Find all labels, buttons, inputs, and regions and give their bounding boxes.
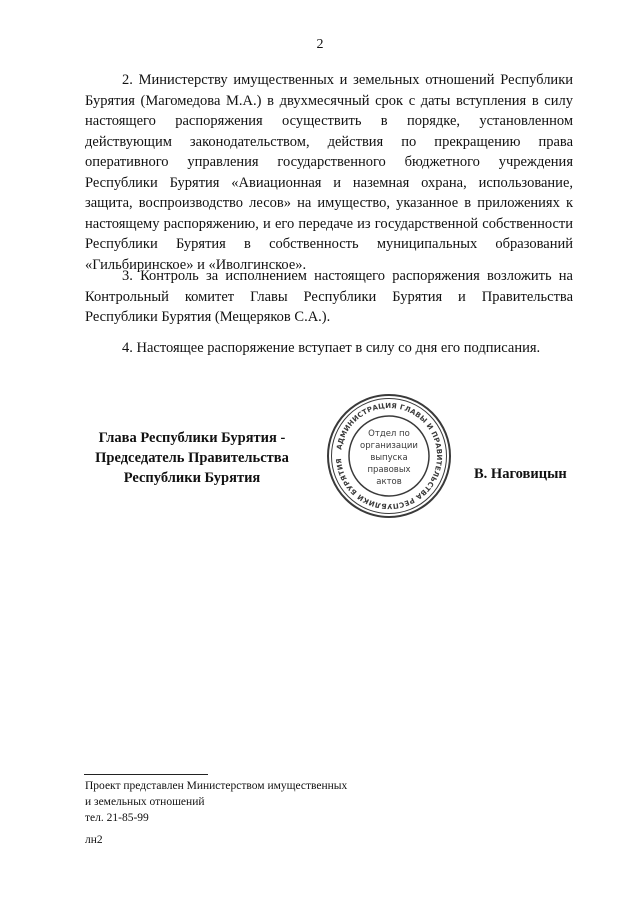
svg-text:выпуска: выпуска [370,453,408,463]
signer-title [78,428,306,488]
signer-title-line-2: Председатель Правительства [95,450,289,466]
footnote [85,778,347,826]
footnote-divider [84,774,208,775]
svg-text:Отдел по: Отдел по [368,429,410,439]
footnote-line-1: Проект представлен Министерством имущественных [85,780,348,792]
signer-title-line-1: Глава Республики Бурятия - [98,430,286,446]
signer-name: В. Наговицын [474,466,567,482]
official-stamp-seal [325,392,453,520]
clause-3: 3. Контроль за исполнением настоящего распоряжения возложить на Контрольный комитет Главы Республики Бурятия и Правительства Республики Бурятия (Мещеряков С.А.). [85,268,573,325]
clause-2: 2. Министерству имущественных и земельных отношений Республики Бурятия (Магомедова М.А.) в двухмесячный срок с даты вступления в силу настоящего распоряжения осуществить в порядке, установленном действующим законодательством, действия по прекращению права оперативного управления государственного бюджетного учреждения Республики Бурятия «Авиационная и наземная охрана, использование, защита, воспроизводство лесов» на имущество, указанное в приложениях к настоящему распоряжению, и его передаче из государственной собственности Республики Бурятия в собственность муниципальных образований «Гильбиринское» и «Иволгинское». [85,72,573,273]
stamp-ring-text: АДМИНИСТРАЦИЯ ГЛАВЫ И ПРАВИТЕЛЬСТВА РЕСПУБЛИКИ БУРЯТИЯ [334,401,444,511]
signer-title-line-3: Республики Бурятия [123,470,261,486]
svg-text:организации: организации [360,441,418,451]
footnote-line-2: и земельных отношений [85,796,205,808]
page-number: 2 [316,37,324,52]
svg-text:правовых: правовых [367,465,411,475]
document-code: лн2 [85,834,103,846]
svg-text:актов: актов [376,477,402,487]
clause-4: 4. Настоящее распоряжение вступает в силу со дня его подписания. [122,340,541,356]
footnote-phone: тел. 21-85-99 [85,812,149,824]
